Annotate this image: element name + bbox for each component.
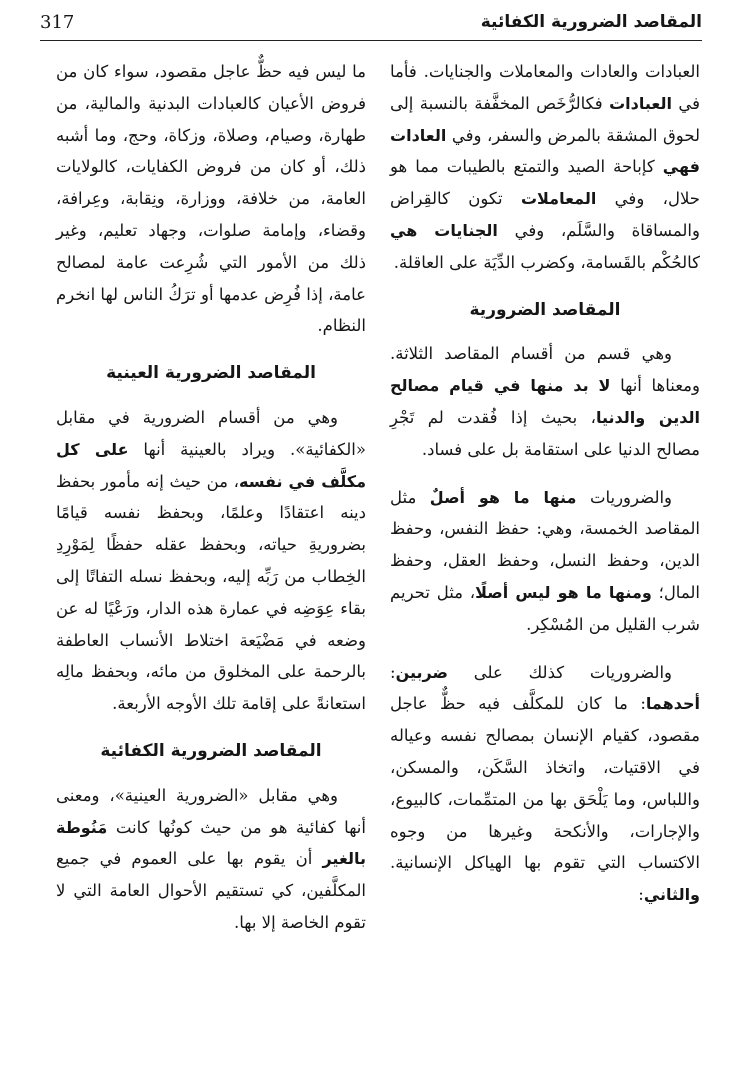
paragraph	[390, 338, 700, 465]
bold-term: على كل مكلَّف في نفسه	[56, 439, 366, 491]
text-run: ، مثل تحريم شرب القليل من المُسْكِر.	[390, 582, 700, 634]
paragraph	[390, 56, 700, 279]
section-heading: المقاصد الضرورية الكفائية	[100, 740, 322, 761]
bold-term: ضربين	[395, 662, 448, 682]
text-run: والضروريات كذلك على	[447, 662, 672, 682]
text-run: وهي من أقسام الضرورية في مقابل «الكفائية». ويراد بالعينية أنها	[56, 407, 366, 459]
section-heading: المقاصد الضرورية العينية	[106, 363, 316, 384]
left-column	[56, 56, 366, 1050]
text-run: فكالرُّخَص المخفَّفة بالنسبة إلى لحوق المشقة بالمرض والسفر، وفي	[390, 93, 700, 145]
bold-term: ومنها ما هو ليس أصلًا	[475, 582, 652, 602]
bold-term: الجنايات هي	[390, 220, 498, 240]
text-run: كإباحة الصيد والتمتع بالطيبات مما هو حلال، وفي	[390, 157, 700, 209]
bold-term: منها ما هو أصلٌ	[429, 487, 577, 507]
right-column	[390, 56, 700, 1050]
bold-term: العادات فهي	[390, 125, 700, 177]
bold-term: لا بد منها في قيام مصالح الدين والدنيا	[390, 376, 701, 427]
page-number: 317	[40, 12, 75, 33]
text-run: ، من حيث إنه مأمور بحفظ دينه اعتقادًا وعلمًا، وبحفظ نفسه قيامًا بضروريةِ حياته، وبحفظ عقله حفظًا لِمَوْرِدِ الخِطاب من رَبِّه إليه، وبحفظ نسله التفاتًا إلى بقاء عِوَضِه في عمارة هذه الدار، ورَعْيًا له عن وضعه في مَضْيَعة اختلاط الأنساب العاطفة بالرحمة على المخلوق من مائه، وبحفظ مالِه استعانةً على إقامة تلك الأوجه الأربعة.	[56, 471, 366, 714]
paragraph: ما ليس فيه حظٌّ عاجل مقصود، سواء كان من فروض الأعيان كالعبادات البدنية والمالية، من طهارة، وصيام، وصلاة، وزكاة، وحج، وما أشبه ذلك، أو كان من فروض الكفايات، كالولايات العامة، من خلافة، ووزارة، ونِقابة، وعِرافة، وقضاء، وإمامة صلوات، وجهاد تعليم، وغير ذلك من الأمور التي شُرِعت عامة لمصالح عامة، إذا فُرِض عدمها أو ترَكُ الناس لها انخرم النظام.	[56, 62, 366, 336]
text-run: أن يقوم بها على العموم في جميع المكلَّفين، كي تستقيم الأحوال العامة التي لا تقوم الخاصة إلا بها.	[56, 849, 366, 932]
text-run: :	[390, 662, 396, 682]
paragraph	[390, 657, 700, 911]
text-run: كالحُكْم بالقَسامة، وكضرب الدِّيَة على العاقلة.	[393, 252, 700, 272]
bold-term: مَنُوطة بالغير	[56, 817, 366, 869]
running-title: المقاصد الضرورية الكفائية	[480, 12, 702, 32]
text-run: والضروريات	[576, 487, 673, 507]
page-header	[40, 8, 702, 41]
bold-term: العبادات	[609, 93, 672, 113]
bold-term: المعاملات	[520, 189, 597, 209]
bold-term: أحدهما	[645, 694, 700, 714]
text-run: وهي قسم من أقسام المقاصد الثلاثة. ومعناها أنها	[390, 344, 700, 396]
paragraph	[390, 482, 700, 641]
text-run: وهي مقابل «الضرورية العينية»، ومعنى أنها كفائية هو من حيث كونُها كانت	[56, 785, 366, 837]
text-run: العبادات والعادات والمعاملات والجنايات. فأما في	[390, 62, 700, 113]
bold-term: والثاني	[643, 885, 700, 905]
text-run: :	[638, 885, 644, 905]
paragraph	[56, 402, 366, 720]
text-run: تكون كالقِراض والمساقاة والسَّلَم، وفي	[390, 189, 700, 240]
text-run: ، بحيث إذا فُقدت لم تَجْرِ مصالح الدنيا على استقامة بل على فساد.	[390, 407, 700, 459]
paragraph	[56, 780, 366, 939]
section-heading: المقاصد الضرورية	[469, 299, 621, 320]
text-run: مثل المقاصد الخمسة، وهي: حفظ النفس، وحفظ الدين، وحفظ النسل، وحفظ العقل، وحفظ المال؛	[390, 487, 700, 602]
text-run: : ما كان للمكلَّف فيه حظٌّ عاجل مقصود، كقيام الإنسان بمصالح نفسه وعياله في الاقتيات، واتخاذ السَّكَن، والمسكن، واللباس، وما يَلْحَق بها من المتمِّمات، كالبيوع، والإجارات، والأنكحة وغيرها من وجوه الاكتساب التي تقوم بها الهياكل الإنسانية.	[390, 694, 700, 873]
